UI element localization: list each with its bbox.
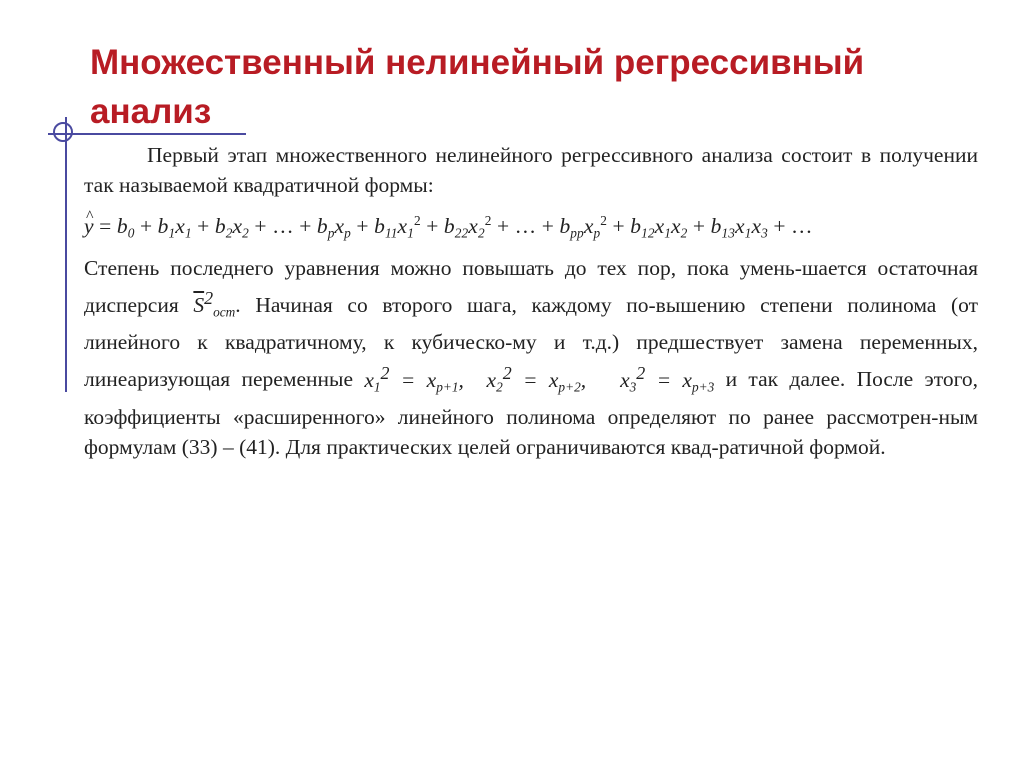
slide-title: Множественный нелинейный регрессивный анализ [90, 43, 865, 131]
paragraph-text-part-1: Степень последнего уравнения можно повышать до тех пор, пока умень-шается остаточная дисперсия [84, 255, 978, 317]
quadratic-form-formula: ^ $y = b_0 + b_1x_1 + b_2x_2$ + … + $b_px_p + b_{11}x_1^2 + b_{22}x_2^2$ + … + $b_{pp}x_p^2 + b_{12}x_1x_2 + b_{13}x_1x_3$ + … [84, 204, 978, 251]
left-margin-rule [65, 117, 67, 392]
title-underline [48, 133, 246, 135]
intro-paragraph: Первый этап множественного нелинейного регрессивного анализа состоит в получении так называемой квадратичной формы: [84, 143, 978, 197]
variable-substitution-formula: $x_1^2 = x_{p+1}$, $x_2^2 = x_{p+2}$, $x_3^2 = x_{p+3}$ [364, 362, 715, 395]
document-body [84, 140, 978, 462]
paragraph-text-part-2: . Начиная со второго шага, каждому по-вышению степени полинома (от линейного к квадратичному, к кубическо-му и т.д.) предшествует замена переменных, линеаризующая переменные [84, 292, 978, 392]
crosshair-circle-icon [53, 122, 73, 142]
residual-dispersion-symbol: $\overline{S}^2_{ост}$ [193, 287, 236, 320]
paragraph-text-part-3: и так далее. После этого, коэффициенты «расширенного» линейного полинома определяют по ранее рассмотрен-ным формулам (33) – (41). Для практических целей ограничиваются квад-ратичной формой. [84, 367, 979, 460]
main-paragraph [84, 253, 978, 463]
